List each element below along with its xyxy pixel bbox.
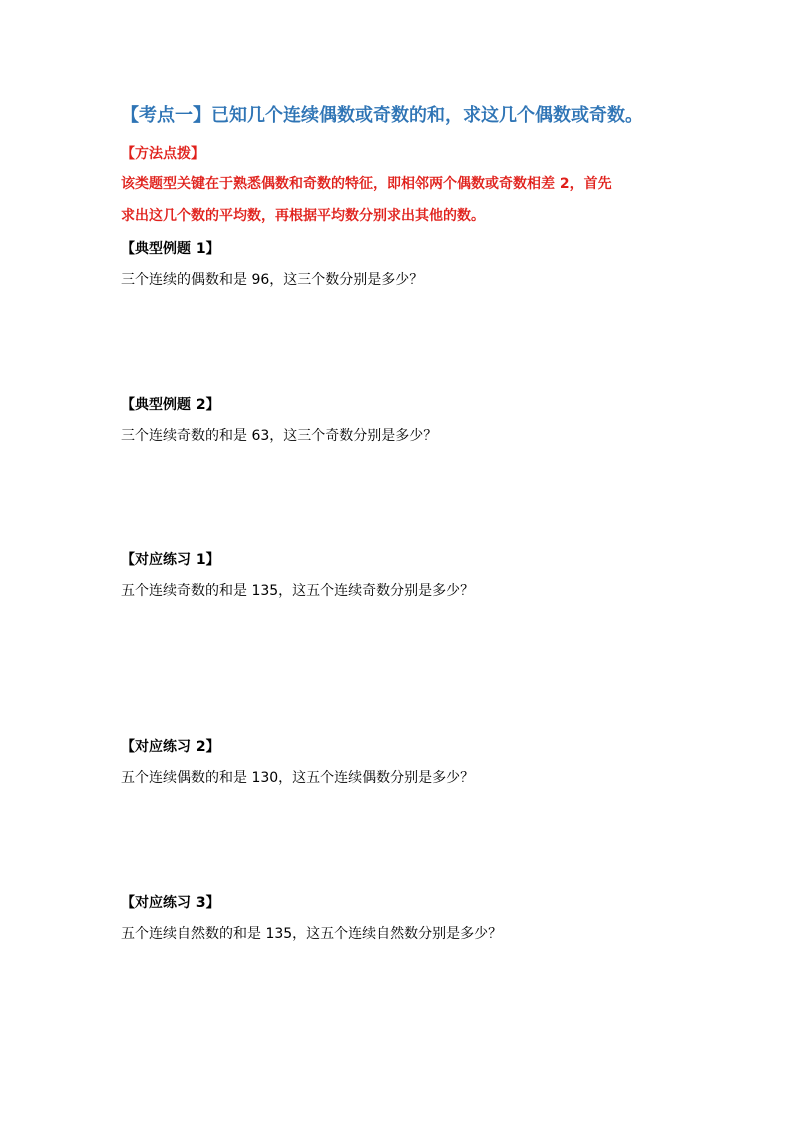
example-1-label: 【典型例题 1】	[121, 241, 220, 257]
practice-1-label: 【对应练习 1】	[121, 552, 220, 568]
practice-3-question: 五个连续自然数的和是 135，这五个连续自然数分别是多少？	[121, 926, 503, 942]
practice-1-question: 五个连续奇数的和是 135，这五个连续奇数分别是多少？	[121, 583, 475, 599]
example-2-label: 【典型例题 2】	[121, 397, 220, 413]
section-heading: 【考点一】已知几个连续偶数或奇数的和，求这几个偶数或奇数。	[121, 105, 643, 126]
example-1-question: 三个连续的偶数和是 96，这三个数分别是多少？	[121, 272, 424, 288]
method-label: 【方法点拨】	[121, 146, 205, 162]
method-text-line-2: 求出这几个数的平均数，再根据平均数分别求出其他的数。	[121, 208, 485, 224]
practice-3-label: 【对应练习 3】	[121, 895, 220, 911]
practice-2-label: 【对应练习 2】	[121, 739, 220, 755]
practice-2-question: 五个连续偶数的和是 130，这五个连续偶数分别是多少？	[121, 770, 475, 786]
example-2-question: 三个连续奇数的和是 63，这三个奇数分别是多少？	[121, 428, 438, 444]
method-text-line-1: 该类题型关键在于熟悉偶数和奇数的特征，即相邻两个偶数或奇数相差 2，首先	[121, 176, 612, 192]
